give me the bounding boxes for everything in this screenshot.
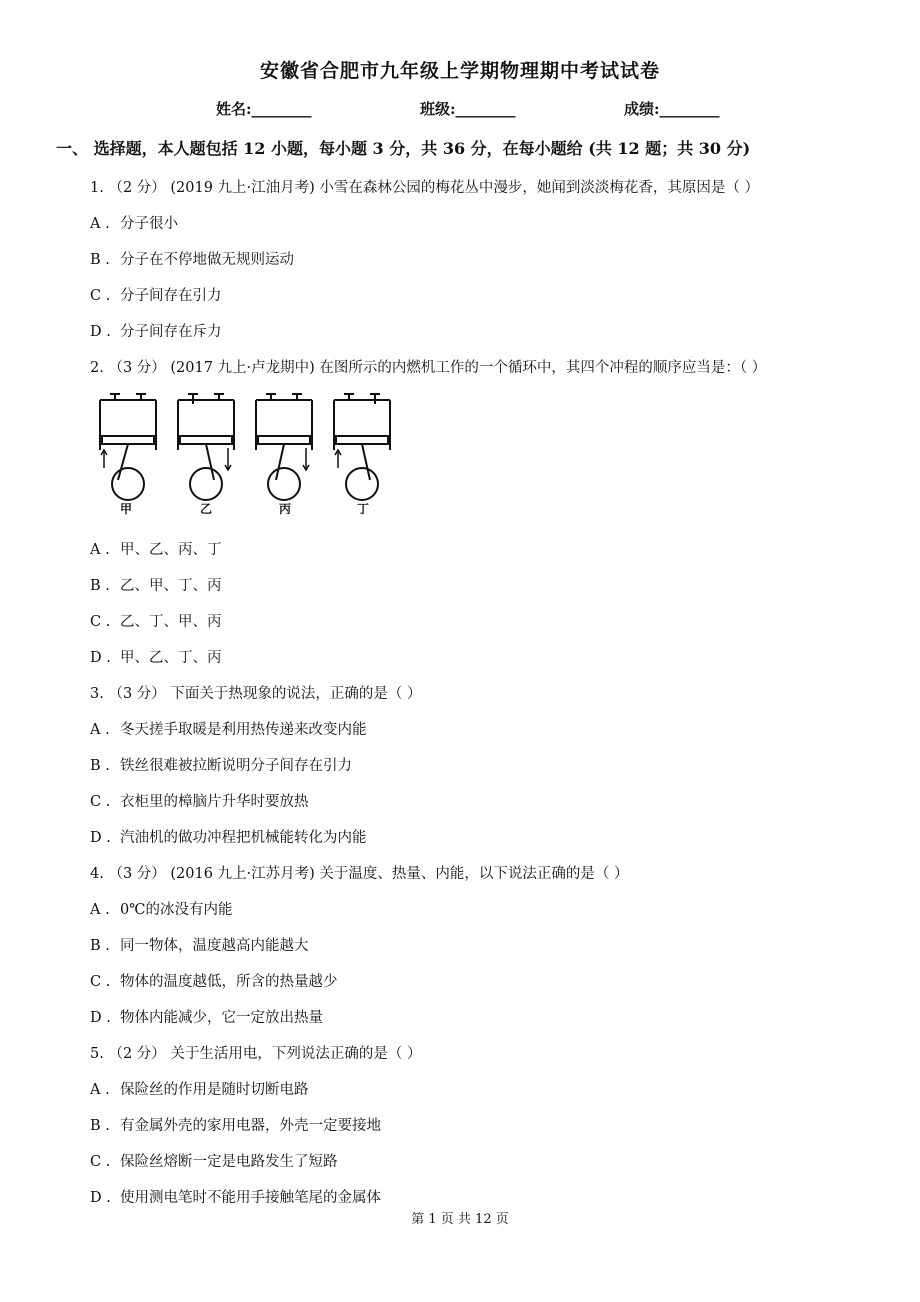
figure-label-ding: 丁 [357,502,370,516]
option-text: 同一物体，温度越高内能越大 [120,938,309,954]
name-field: 姓名:________ [216,100,312,118]
option-label: D . [90,1010,111,1026]
option-label: A . [90,216,110,232]
option-label: C . [90,794,111,810]
piston [102,436,154,444]
connecting-rod [206,444,214,480]
score-field: 成绩:________ [624,100,720,118]
option-1a [90,212,178,233]
option-2c [90,610,222,631]
connecting-rod [362,444,370,480]
option-2a [90,538,222,559]
option-label: B . [90,938,110,954]
option-text: 铁丝很难被拉断说明分子间存在引力 [120,758,352,774]
option-label: A . [90,542,110,558]
option-text: 保险丝熔断一定是电路发生了短路 [120,1154,338,1170]
option-text: 物体内能减少，它一定放出热量 [120,1010,323,1026]
option-text: 保险丝的作用是随时切断电路 [120,1082,309,1098]
option-3a [90,718,367,739]
option-4a [90,898,232,919]
option-label: B . [90,1118,110,1134]
option-label: D . [90,650,111,666]
question-4-stem: 4. （3 分） (2016 九上·江苏月考) 关于温度、热量、内能，以下说法正确的是（ ） [90,866,629,882]
question-2-stem: 2. （3 分） (2017 九上·卢龙期中) 在图所示的内燃机工作的一个循环中，其四个冲程的顺序应当是：（ ） [90,360,767,376]
crankshaft [112,468,144,500]
option-4c [90,970,338,991]
option-text: 分子间存在斥力 [120,324,222,340]
option-label: C . [90,288,111,304]
option-text: 0℃的冰没有内能 [120,902,233,918]
option-label: D . [90,830,111,846]
option-2d [90,646,222,667]
option-text: 乙、甲、丁、丙 [120,578,222,594]
option-5a [90,1078,309,1099]
option-text: 甲、乙、丙、丁 [120,542,222,558]
option-1b [90,248,294,269]
option-text: 乙、丁、甲、丙 [120,614,222,630]
option-text: 使用测电笔时不能用手接触笔尾的金属体 [120,1190,381,1206]
option-label: C . [90,614,111,630]
option-2b [90,574,222,595]
option-3c [90,790,309,811]
option-label: C . [90,1154,111,1170]
figure-label-jia: 甲 [120,502,133,516]
option-text: 分子间存在引力 [120,288,222,304]
option-label: B . [90,758,110,774]
connecting-rod [276,444,284,480]
page-footer: 第 1 页 共 12 页 [411,1212,509,1227]
option-label: D . [90,1190,111,1206]
option-text: 物体的温度越低，所含的热量越少 [120,974,338,990]
option-label: A . [90,902,110,918]
crankshaft [268,468,300,500]
option-label: A . [90,722,110,738]
question-1-stem: 1. （2 分） (2019 九上·江油月考) 小雪在森林公园的梅花丛中漫步，她闻到淡淡梅花香，其原因是（ ） [90,180,760,196]
crankshaft [346,468,378,500]
connecting-rod [118,444,128,480]
option-text: 衣柜里的樟脑片升华时要放热 [120,794,309,810]
option-1c [90,284,222,305]
option-3d [90,826,367,847]
option-label: B . [90,578,110,594]
option-label: C . [90,974,111,990]
option-text: 冬天搓手取暖是利用热传递来改变内能 [120,722,367,738]
option-label: A . [90,1082,110,1098]
engine-strokes-figure [94,388,404,518]
piston [180,436,232,444]
option-5c [90,1150,338,1171]
section-heading: 一、 选择题，本人题包括 12 小题，每小题 3 分，共 36 分，在每小题给 (共 12 题；共 30 分) [56,139,751,158]
piston [336,436,388,444]
exam-title: 安徽省合肥市九年级上学期物理期中考试试卷 [259,60,660,82]
figure-label-yi: 乙 [200,502,213,516]
option-text: 分子在不停地做无规则运动 [120,252,294,268]
option-text: 分子很小 [120,216,178,232]
option-label: D . [90,324,111,340]
class-field: 班级:________ [420,100,516,118]
crankshaft [190,468,222,500]
question-3-stem: 3. （3 分） 下面关于热现象的说法，正确的是（ ） [90,686,422,702]
piston [258,436,310,444]
option-3b [90,754,352,775]
option-label: B . [90,252,110,268]
figure-label-bing: 丙 [279,502,292,516]
option-1d [90,320,222,341]
option-5d [90,1186,381,1207]
option-text: 甲、乙、丁、丙 [120,650,222,666]
option-4b [90,934,309,955]
option-text: 汽油机的做功冲程把机械能转化为内能 [120,830,367,846]
option-4d [90,1006,323,1027]
option-text: 有金属外壳的家用电器，外壳一定要接地 [120,1118,381,1134]
option-5b [90,1114,381,1135]
question-5-stem: 5. （2 分） 关于生活用电，下列说法正确的是（ ） [90,1046,422,1062]
